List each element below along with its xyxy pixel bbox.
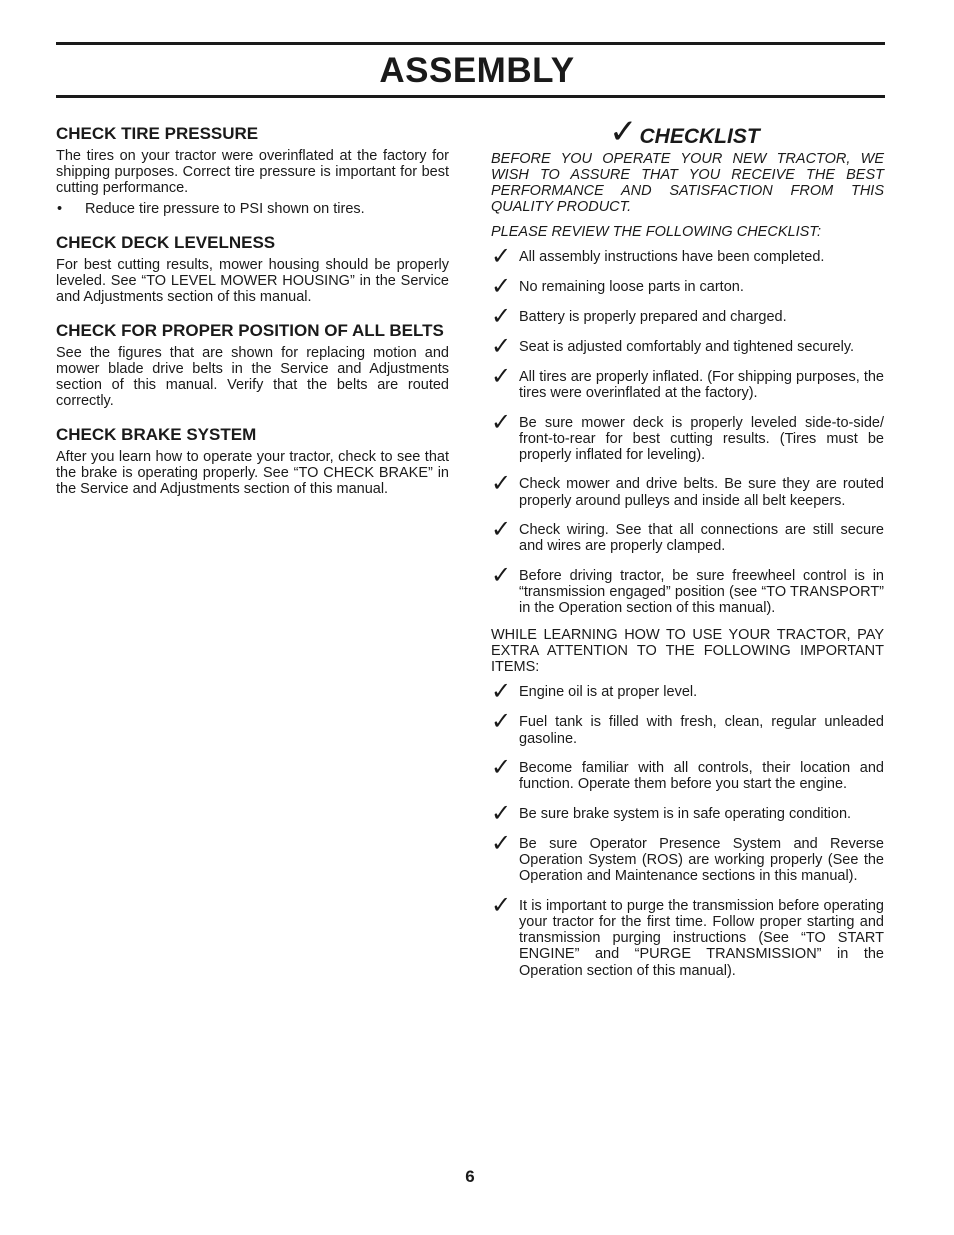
list-item <box>491 753 884 793</box>
checklist-intro: BEFORE YOU OPERATE YOUR NEW TRACTOR, WE WISH TO ASSURE THAT YOU RECEIVE THE BEST PERFORMANCE AND SATISFACTION FROM THIS QUALITY PRODUCT. <box>491 151 884 215</box>
checkmark-icon: ✓ <box>491 753 512 782</box>
checkmark-icon: ✓ <box>491 828 512 857</box>
checkmark-icon: ✓ <box>609 112 638 152</box>
section-heading: CHECK BRAKE SYSTEM <box>56 425 257 444</box>
list-item-text: Check mower and drive belts. Be sure they are routed properly around pulleys and inside all belt keepers. <box>519 476 884 509</box>
header-top-rule <box>56 42 885 45</box>
checklist-title: CHECKLIST <box>639 125 760 148</box>
checklist-items <box>491 242 884 617</box>
list-item <box>491 560 884 617</box>
header-bottom-rule <box>56 95 885 98</box>
section-heading: CHECK FOR PROPER POSITION OF ALL BELTS <box>56 321 444 340</box>
list-item <box>491 515 884 555</box>
list-item-text: Check wiring. See that all connections are still secure and wires are properly clamped. <box>519 522 884 555</box>
checkmark-icon: ✓ <box>491 362 512 390</box>
section-text: See the figures that are shown for replacing motion and mower blade drive belts in the Service and Adjustments section of this manual. Verify that the belts are routed correctly. <box>56 345 449 409</box>
section-heading: CHECK DECK LEVELNESS <box>56 233 276 252</box>
section-text: For best cutting results, mower housing should be properly leveled. See “TO LEVEL MOWER HOUSING” in the Service and Adjustments section of this manual. <box>56 257 449 305</box>
section-belts <box>56 321 449 409</box>
bullet-icon: • <box>57 201 63 217</box>
list-item-text: All tires are properly inflated. (For shipping purposes, the tires were overinflated at the factory). <box>519 369 884 402</box>
list-item-text: Seat is adjusted comfortably and tightened securely. <box>519 339 855 355</box>
important-items <box>491 677 884 979</box>
checkmark-icon: ✓ <box>491 302 512 330</box>
list-item-text: Engine oil is at proper level. <box>519 684 698 701</box>
checkmark-icon: ✓ <box>491 272 512 300</box>
list-item <box>491 332 884 360</box>
list-item-text: Be sure mower deck is properly leveled side-to-side/ front-to-rear for best cutting results. (Tires must be properly inflated for leveling). <box>519 414 884 464</box>
checkmark-icon: ✓ <box>491 798 512 827</box>
list-item <box>491 707 884 747</box>
bullet-text: Reduce tire pressure to PSI shown on tires. <box>85 201 365 217</box>
checklist-column <box>491 113 884 989</box>
list-item <box>491 362 884 402</box>
checkmark-icon: ✓ <box>491 407 512 436</box>
page-title: ASSEMBLY <box>379 51 575 90</box>
checklist-review-label: PLEASE REVIEW THE FOLLOWING CHECKLIST: <box>491 224 822 240</box>
list-item-text: No remaining loose parts in carton. <box>519 279 744 295</box>
section-text: The tires on your tractor were overinflated at the factory for shipping purposes. Correct tire pressure is important for best cutting performance. <box>56 148 449 196</box>
checkmark-icon: ✓ <box>491 332 512 360</box>
checkmark-icon: ✓ <box>491 469 512 498</box>
list-item-text: It is important to purge the transmission before operating your tractor for the first time. Follow proper starting and transmission purging instructions (See “TO START ENGINE” and “PURGE TRANSMISSION” in the Operation section of this manual). <box>519 897 884 979</box>
checkmark-icon: ✓ <box>491 515 512 544</box>
list-item <box>491 407 884 464</box>
list-item <box>491 272 884 300</box>
list-item-text: Battery is properly prepared and charged. <box>519 309 787 325</box>
list-item-text: All assembly instructions have been completed. <box>519 249 825 265</box>
list-item <box>491 828 884 885</box>
list-item <box>491 302 884 330</box>
checkmark-icon: ✓ <box>491 677 512 706</box>
section-heading: CHECK TIRE PRESSURE <box>56 124 259 143</box>
checkmark-icon: ✓ <box>491 707 512 736</box>
list-item <box>491 798 884 827</box>
learning-note: WHILE LEARNING HOW TO USE YOUR TRACTOR, PAY EXTRA ATTENTION TO THE FOLLOWING IMPORTANT ITEMS: <box>491 626 884 676</box>
left-column <box>56 124 449 513</box>
bullet-item <box>56 201 449 217</box>
list-item-text: Fuel tank is filled with fresh, clean, regular unleaded gasoline. <box>519 714 884 747</box>
section-deck-levelness <box>56 233 449 305</box>
list-item-text: Be sure brake system is in safe operating condition. <box>519 805 852 822</box>
list-item-text: Be sure Operator Presence System and Reverse Operation System (ROS) are working properly (See the Operation and Maintenance sections in this manual). <box>519 835 884 885</box>
list-item-text: Become familiar with all controls, their location and function. Operate them before you start the engine. <box>519 760 884 793</box>
section-brake-system <box>56 425 449 497</box>
checkmark-icon: ✓ <box>491 242 512 270</box>
list-item <box>491 890 884 979</box>
section-tire-pressure <box>56 124 449 217</box>
page-number: 6 <box>465 1167 475 1186</box>
checklist-header <box>491 112 884 152</box>
checkmark-icon: ✓ <box>491 890 512 919</box>
list-item <box>491 469 884 509</box>
section-text: After you learn how to operate your tractor, check to see that the brake is operating properly. See “TO CHECK BRAKE” in the Service and Adjustments section of this manual. <box>56 449 449 497</box>
checkmark-icon: ✓ <box>491 560 512 589</box>
list-item <box>491 242 884 270</box>
list-item-text: Before driving tractor, be sure freewheel control is in “transmission engaged” position (see “TO TRANSPORT” in the Operation section of this manual). <box>519 567 884 617</box>
list-item <box>491 677 884 706</box>
